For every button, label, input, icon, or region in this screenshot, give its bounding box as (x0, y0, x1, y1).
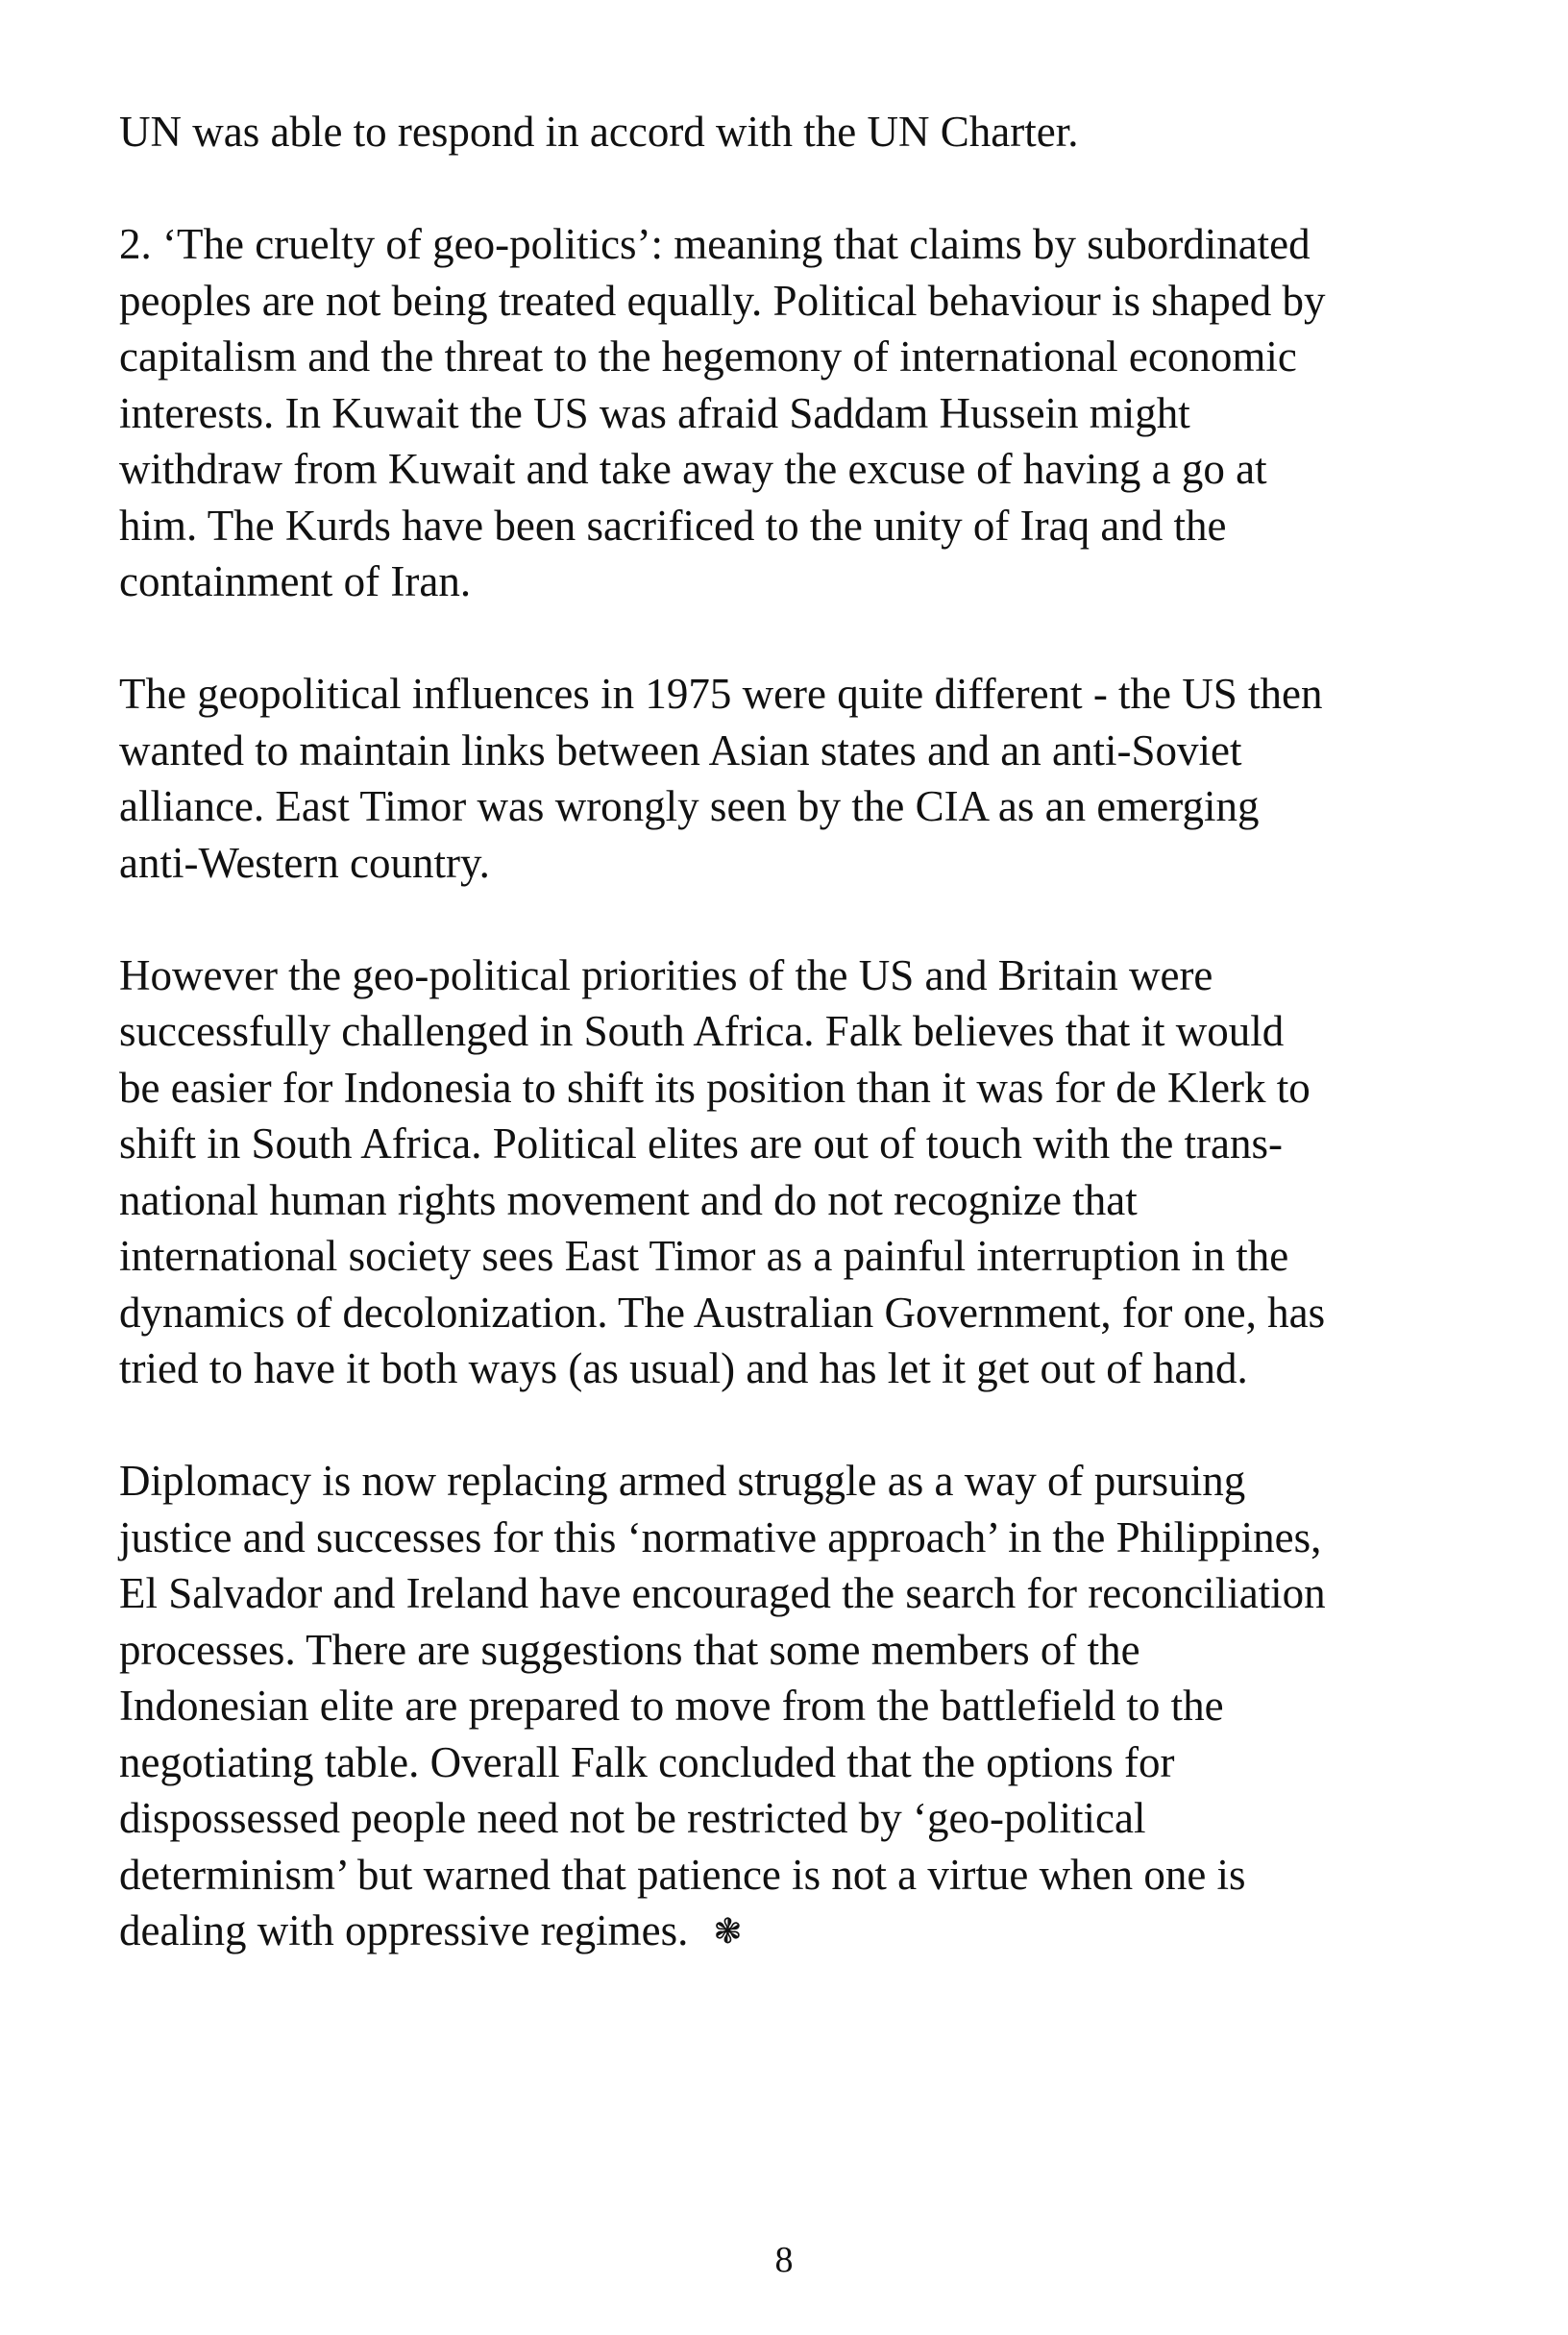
text-line: peoples are not being treated equally. Political behaviour is shaped by (119, 276, 1326, 325)
text-line: tried to have it both ways (as usual) and has let it get out of hand. (119, 1344, 1248, 1392)
text-line: Indonesian elite are prepared to move from the battlefield to the (119, 1682, 1224, 1730)
text-line: successfully challenged in South Africa. Falk believes that it would (119, 1007, 1285, 1055)
paragraph-south-africa (119, 947, 1503, 1397)
text-line: However the geo-political priorities of the US and Britain were (119, 950, 1213, 999)
paragraph-cruelty-of-geopolitics (119, 216, 1503, 610)
text-line: processes. There are suggestions that some members of the (119, 1625, 1140, 1674)
text-line: alliance. East Timor was wrongly seen by the CIA as an emerging (119, 782, 1260, 830)
text-line: containment of Iran. (119, 557, 472, 605)
end-mark-flower-icon: ❃ (713, 1912, 743, 1952)
text-line: shift in South Africa. Political elites are out of touch with the trans- (119, 1119, 1284, 1168)
text-line: national human rights movement and do not recognize that (119, 1175, 1138, 1224)
text-line: international society sees East Timor as a painful interruption in the (119, 1232, 1289, 1280)
text-line: El Salvador and Ireland have encouraged the search for reconciliation (119, 1569, 1326, 1617)
text-line: interests. In Kuwait the US was afraid Saddam Hussein might (119, 388, 1190, 437)
page-number: 8 (774, 2240, 794, 2280)
text-line: The geopolitical influences in 1975 were quite different - the US then (119, 670, 1323, 718)
paragraph-diplomacy (119, 1453, 1503, 1963)
text-line: wanted to maintain links between Asian states and an anti-Soviet (119, 725, 1242, 774)
paragraph-un-charter (119, 104, 1503, 160)
text-line: withdraw from Kuwait and take away the excuse of having a go at (119, 445, 1267, 493)
text-line: negotiating table. Overall Falk concluded that the options for (119, 1737, 1175, 1786)
text-line: be easier for Indonesia to shift its position than it was for de Klerk to (119, 1063, 1311, 1112)
text-line: dynamics of decolonization. The Australian Government, for one, has (119, 1288, 1326, 1337)
document-page (119, 104, 1503, 2019)
text-line-content: dealing with oppressive regimes. (119, 1906, 689, 1954)
text-line-last (119, 1903, 1503, 1963)
text-line: justice and successes for this ‘normative approach’ in the Philippines, (119, 1512, 1322, 1561)
paragraph-geopolitical-influences-1975 (119, 666, 1503, 891)
text-line: dispossessed people need not be restricted by ‘geo-political (119, 1794, 1146, 1842)
text-line: anti-Western country. (119, 838, 490, 887)
text-line: 2. ‘The cruelty of geo-politics’: meaning that claims by subordinated (119, 220, 1311, 268)
text-line: Diplomacy is now replacing armed struggle as a way of pursuing (119, 1457, 1246, 1505)
text-line: him. The Kurds have been sacrificed to the unity of Iraq and the (119, 501, 1227, 550)
text-line: determinism’ but warned that patience is not a virtue when one is (119, 1850, 1246, 1899)
text-line: UN was able to respond in accord with the UN Charter. (119, 108, 1079, 156)
text-line: capitalism and the threat to the hegemony of international economic (119, 332, 1297, 381)
